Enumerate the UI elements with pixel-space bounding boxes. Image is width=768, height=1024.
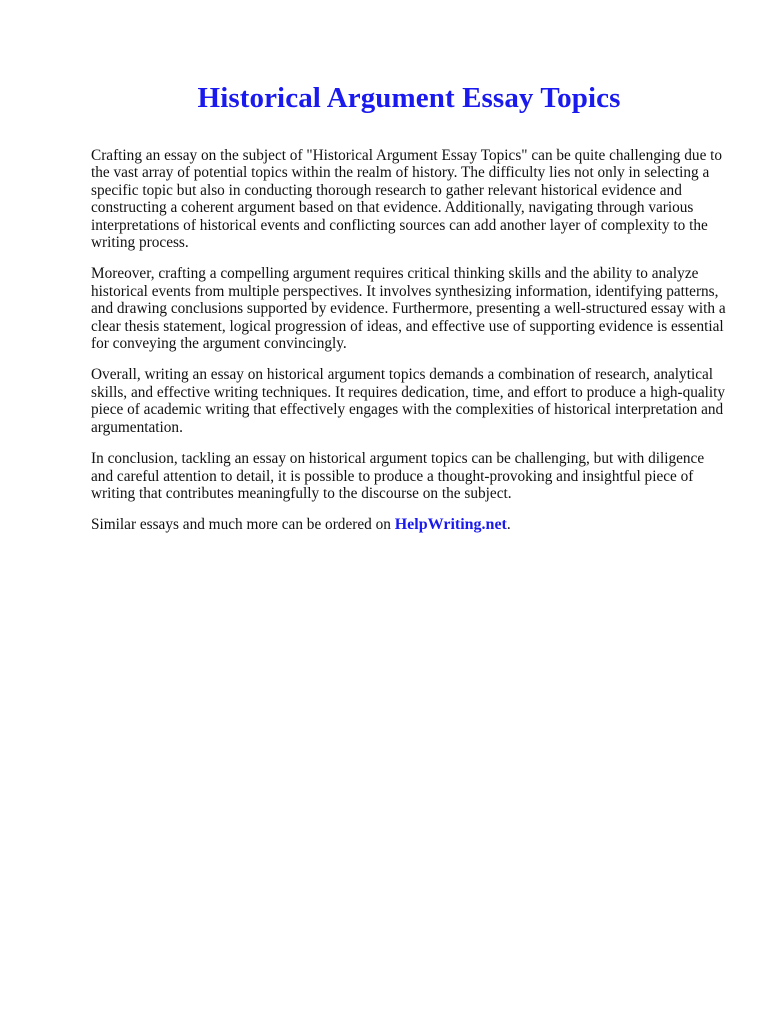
- order-line-prefix: Similar essays and much more can be ordered on: [91, 516, 395, 534]
- paragraph-intro: Crafting an essay on the subject of "Historical Argument Essay Topics" can be quite challenging due to the vast array of potential topics within the realm of history. The difficulty lies not only in selecting a specific topic but also in conducting thorough research to gather relevant historical evidence and constructing a coherent argument based on that evidence. Additionally, navigating through various interpretations of historical events and conflicting sources can add another layer of complexity to the writing process.: [91, 147, 723, 252]
- order-line: [91, 516, 726, 533]
- paragraph-moreover: Moreover, crafting a compelling argument requires critical thinking skills and the ability to analyze historical events from multiple perspectives. It involves synthesizing information, identifying patterns, and drawing conclusions supported by evidence. Furthermore, presenting a well-structured essay with a clear thesis statement, logical progression of ideas, and effective use of supporting evidence is essential for conveying the argument convincingly.: [91, 265, 726, 353]
- document-title: Historical Argument Essay Topics: [197, 82, 621, 114]
- helpwriting-link[interactable]: HelpWriting.net: [394, 516, 507, 534]
- paragraph-overall: Overall, writing an essay on historical argument topics demands a combination of research, analytical skills, and effective writing techniques. It requires dedication, time, and effort to produce a high-quality piece of academic writing that effectively engages with the complexities of historical interpretation and argumentation.: [91, 366, 726, 436]
- document-body: [91, 147, 726, 548]
- paragraph-conclusion: In conclusion, tackling an essay on historical argument topics can be challenging, but with diligence and careful attention to detail, it is possible to produce a thought-provoking and insightful piece of writing that contributes meaningfully to the discourse on the subject.: [91, 450, 705, 502]
- order-line-suffix: .: [506, 516, 511, 534]
